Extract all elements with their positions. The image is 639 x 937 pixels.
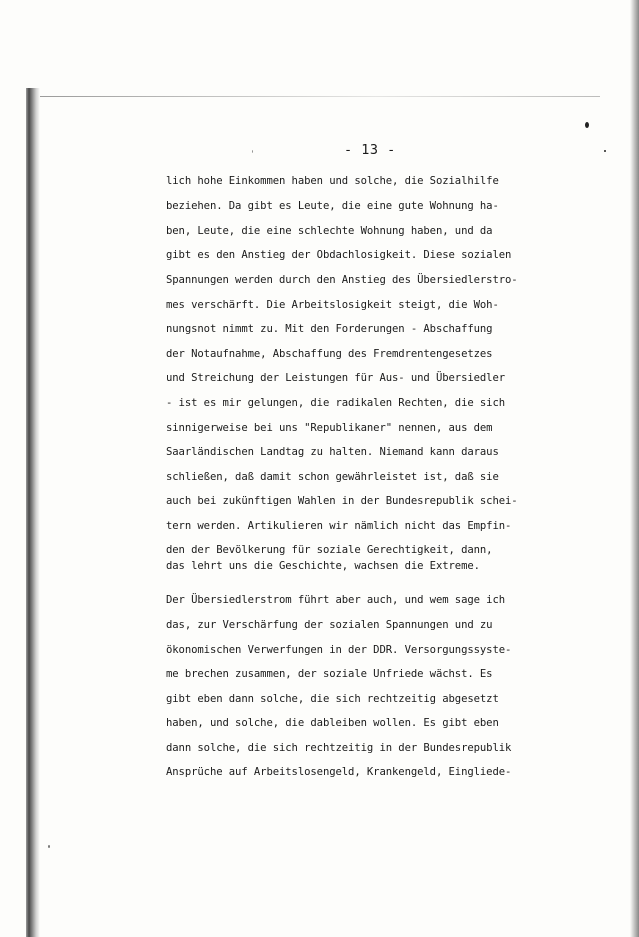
text-line: me brechen zusammen, der soziale Unfriede wächst. Es [166,668,493,680]
text-line: nungsnot nimmt zu. Mit den Forderungen - Abschaffung [166,323,493,335]
text-line: das lehrt uns die Geschichte, wachsen die Extreme. [166,560,480,572]
text-line: und Streichung der Leistungen für Aus- und Übersiedler [166,372,506,384]
text-line: mes verschärft. Die Arbeitslosigkeit steigt, die Woh- [166,299,499,311]
text-line: ben, Leute, die eine schlechte Wohnung haben, und da [166,225,493,237]
text-line: gibt eben dann solche, die sich rechtzeitig abgesetzt [166,693,499,705]
scan-speck [252,150,253,153]
text-line: Der Übersiedlerstrom führt aber auch, und wem sage ich [166,594,506,606]
text-line: sinnigerweise bei uns "Republikaner" nennen, aus dem [166,422,493,434]
text-line: - ist es mir gelungen, die radikalen Rechten, die sich [166,397,506,409]
scan-speck [604,150,606,152]
text-line: beziehen. Da gibt es Leute, die eine gute Wohnung ha- [166,200,499,212]
text-line: den der Bevölkerung für soziale Gerechtigkeit, dann, [166,544,493,556]
text-line: das, zur Verschärfung der sozialen Spannungen und zu [166,619,493,631]
scan-speck [48,845,50,848]
text-line: gibt es den Anstieg der Obdachlosigkeit. Diese sozialen [166,249,512,261]
scan-speck [585,122,589,128]
text-line: Saarländischen Landtag zu halten. Niemand kann daraus [166,446,499,458]
page-number: - 13 - [344,142,396,158]
paragraph-1 [166,174,566,574]
text-line: ökonomischen Verwerfungen in der DDR. Versorgungssyste- [166,644,512,656]
text-line: auch bei zukünftigen Wahlen in der Bundesrepublik schei- [166,495,518,507]
text-line: schließen, daß damit schon gewährleistet ist, daß sie [166,471,499,483]
text-line: tern werden. Artikulieren wir nämlich nicht das Empfin- [166,520,512,532]
page-right-edge-shadow [630,0,639,937]
text-line: haben, und solche, die dableiben wollen. Es gibt eben [166,717,499,729]
text-line: der Notaufnahme, Abschaffung des Fremdrentengesetzes [166,348,493,360]
text-line: dann solche, die sich rechtzeitig in der Bundesrepublik [166,742,512,754]
binding-edge-shadow [26,88,40,937]
paragraph-2 [166,593,566,793]
page-top-edge [40,96,600,97]
text-line: lich hohe Einkommen haben und solche, die Sozialhilfe [166,175,499,187]
text-line: Spannungen werden durch den Anstieg des Übersiedlerstro- [166,274,518,286]
text-line: Ansprüche auf Arbeitslosengeld, Krankengeld, Eingliede- [166,766,512,778]
